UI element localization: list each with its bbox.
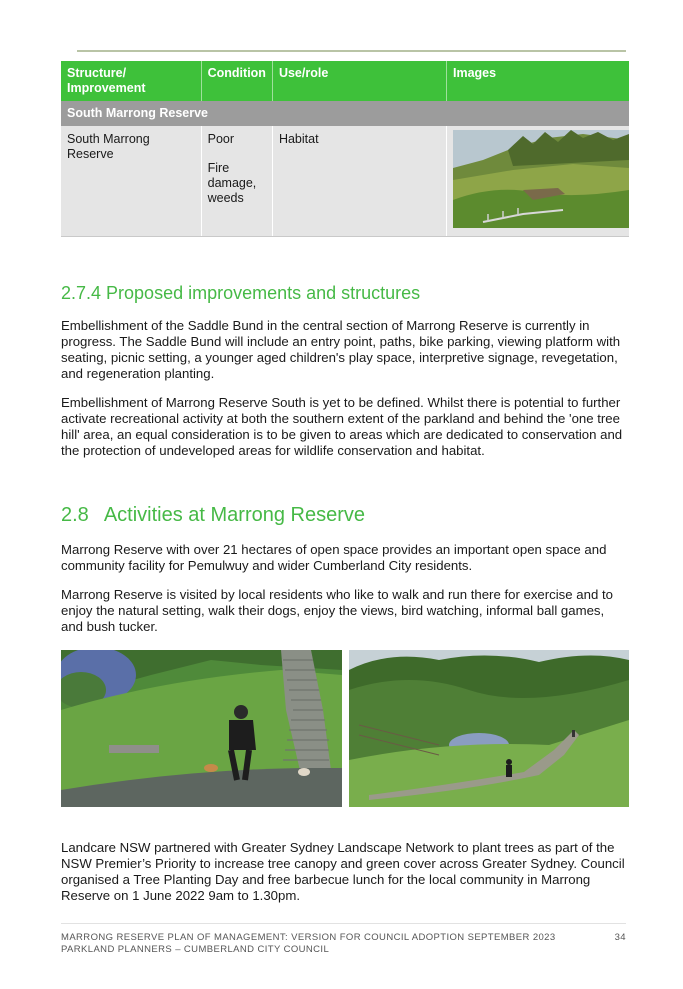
section-heading-2-8 bbox=[61, 504, 365, 527]
page-number: 34 bbox=[614, 932, 626, 943]
hillside-path-runner-photo bbox=[349, 650, 629, 807]
page-footer bbox=[61, 932, 626, 956]
footer-document-title: MARRONG RESERVE PLAN OF MANAGEMENT: VERSION FOR COUNCIL ADOPTION SEPTEMBER 2023 bbox=[61, 932, 556, 943]
paragraph-reserve-south: Embellishment of Marrong Reserve South is yet to be defined. Whilst there is potential to further activate recreational activity at both the southern extent of the parkland and behind the 'one tree hill' area, an equal consideration is to be given to areas which are dedicated to conservation and the protection of undeveloped areas for wildlife conservation and habitat. bbox=[61, 395, 623, 458]
hillside-photo bbox=[453, 130, 629, 228]
structures-table bbox=[61, 61, 629, 237]
section-number: 2.8 bbox=[61, 504, 89, 526]
condition-note: Fire damage, weeds bbox=[207, 161, 257, 205]
cell-use-role: Habitat bbox=[272, 126, 446, 237]
paragraph-visitors: Marrong Reserve is visited by local residents who like to walk and run there for exercise and to enjoy the natural setting, walk their dogs, enjoy the views, bird watching, informal ball games, and bush tucker. bbox=[61, 587, 613, 634]
footer-rule bbox=[61, 923, 626, 924]
col-header-structure: Structure/ Improvement bbox=[61, 61, 201, 101]
col-header-use-role: Use/role bbox=[272, 61, 446, 101]
cell-condition bbox=[201, 126, 272, 237]
cell-image bbox=[447, 126, 630, 237]
header-rule bbox=[77, 50, 626, 52]
paragraph-saddle-bund: Embellishment of the Saddle Bund in the central section of Marrong Reserve is currently in progress. The Saddle Bund will include an entry point, paths, bike parking, viewing platform with seating, picnic setting, a younger aged children's play space, interpretive signage, revegetation, and regeneration planting. bbox=[61, 318, 621, 381]
stairs-dog-walker-photo bbox=[61, 650, 342, 807]
table-row bbox=[61, 126, 629, 237]
condition-value: Poor bbox=[207, 132, 235, 146]
col-header-condition: Condition bbox=[201, 61, 272, 101]
cell-structure: South Marrong Reserve bbox=[61, 126, 201, 237]
footer-authors: PARKLAND PLANNERS – CUMBERLAND CITY COUNCIL bbox=[61, 944, 330, 955]
col-header-images: Images bbox=[447, 61, 630, 101]
section-title: Activities at Marrong Reserve bbox=[103, 504, 366, 526]
table-header-row bbox=[61, 61, 629, 101]
section-heading-2-7-4: 2.7.4 Proposed improvements and structures bbox=[61, 283, 421, 303]
paragraph-landcare: Landcare NSW partnered with Greater Sydney Landscape Network to plant trees as part of the NSW Premier’s Priority to increase tree canopy and green cover across Greater Sydney. Council organised a Tree Planting Day and free barbecue lunch for the local community in Marrong Reserve on 1 June 2022 9am to 1.30pm. bbox=[61, 840, 625, 903]
paragraph-open-space: Marrong Reserve with over 21 hectares of open space provides an important open space and community facility for Pemulwuy and wider Cumberland City residents. bbox=[61, 542, 607, 573]
section-label: South Marrong Reserve bbox=[61, 101, 629, 126]
table-section-row bbox=[61, 101, 629, 126]
